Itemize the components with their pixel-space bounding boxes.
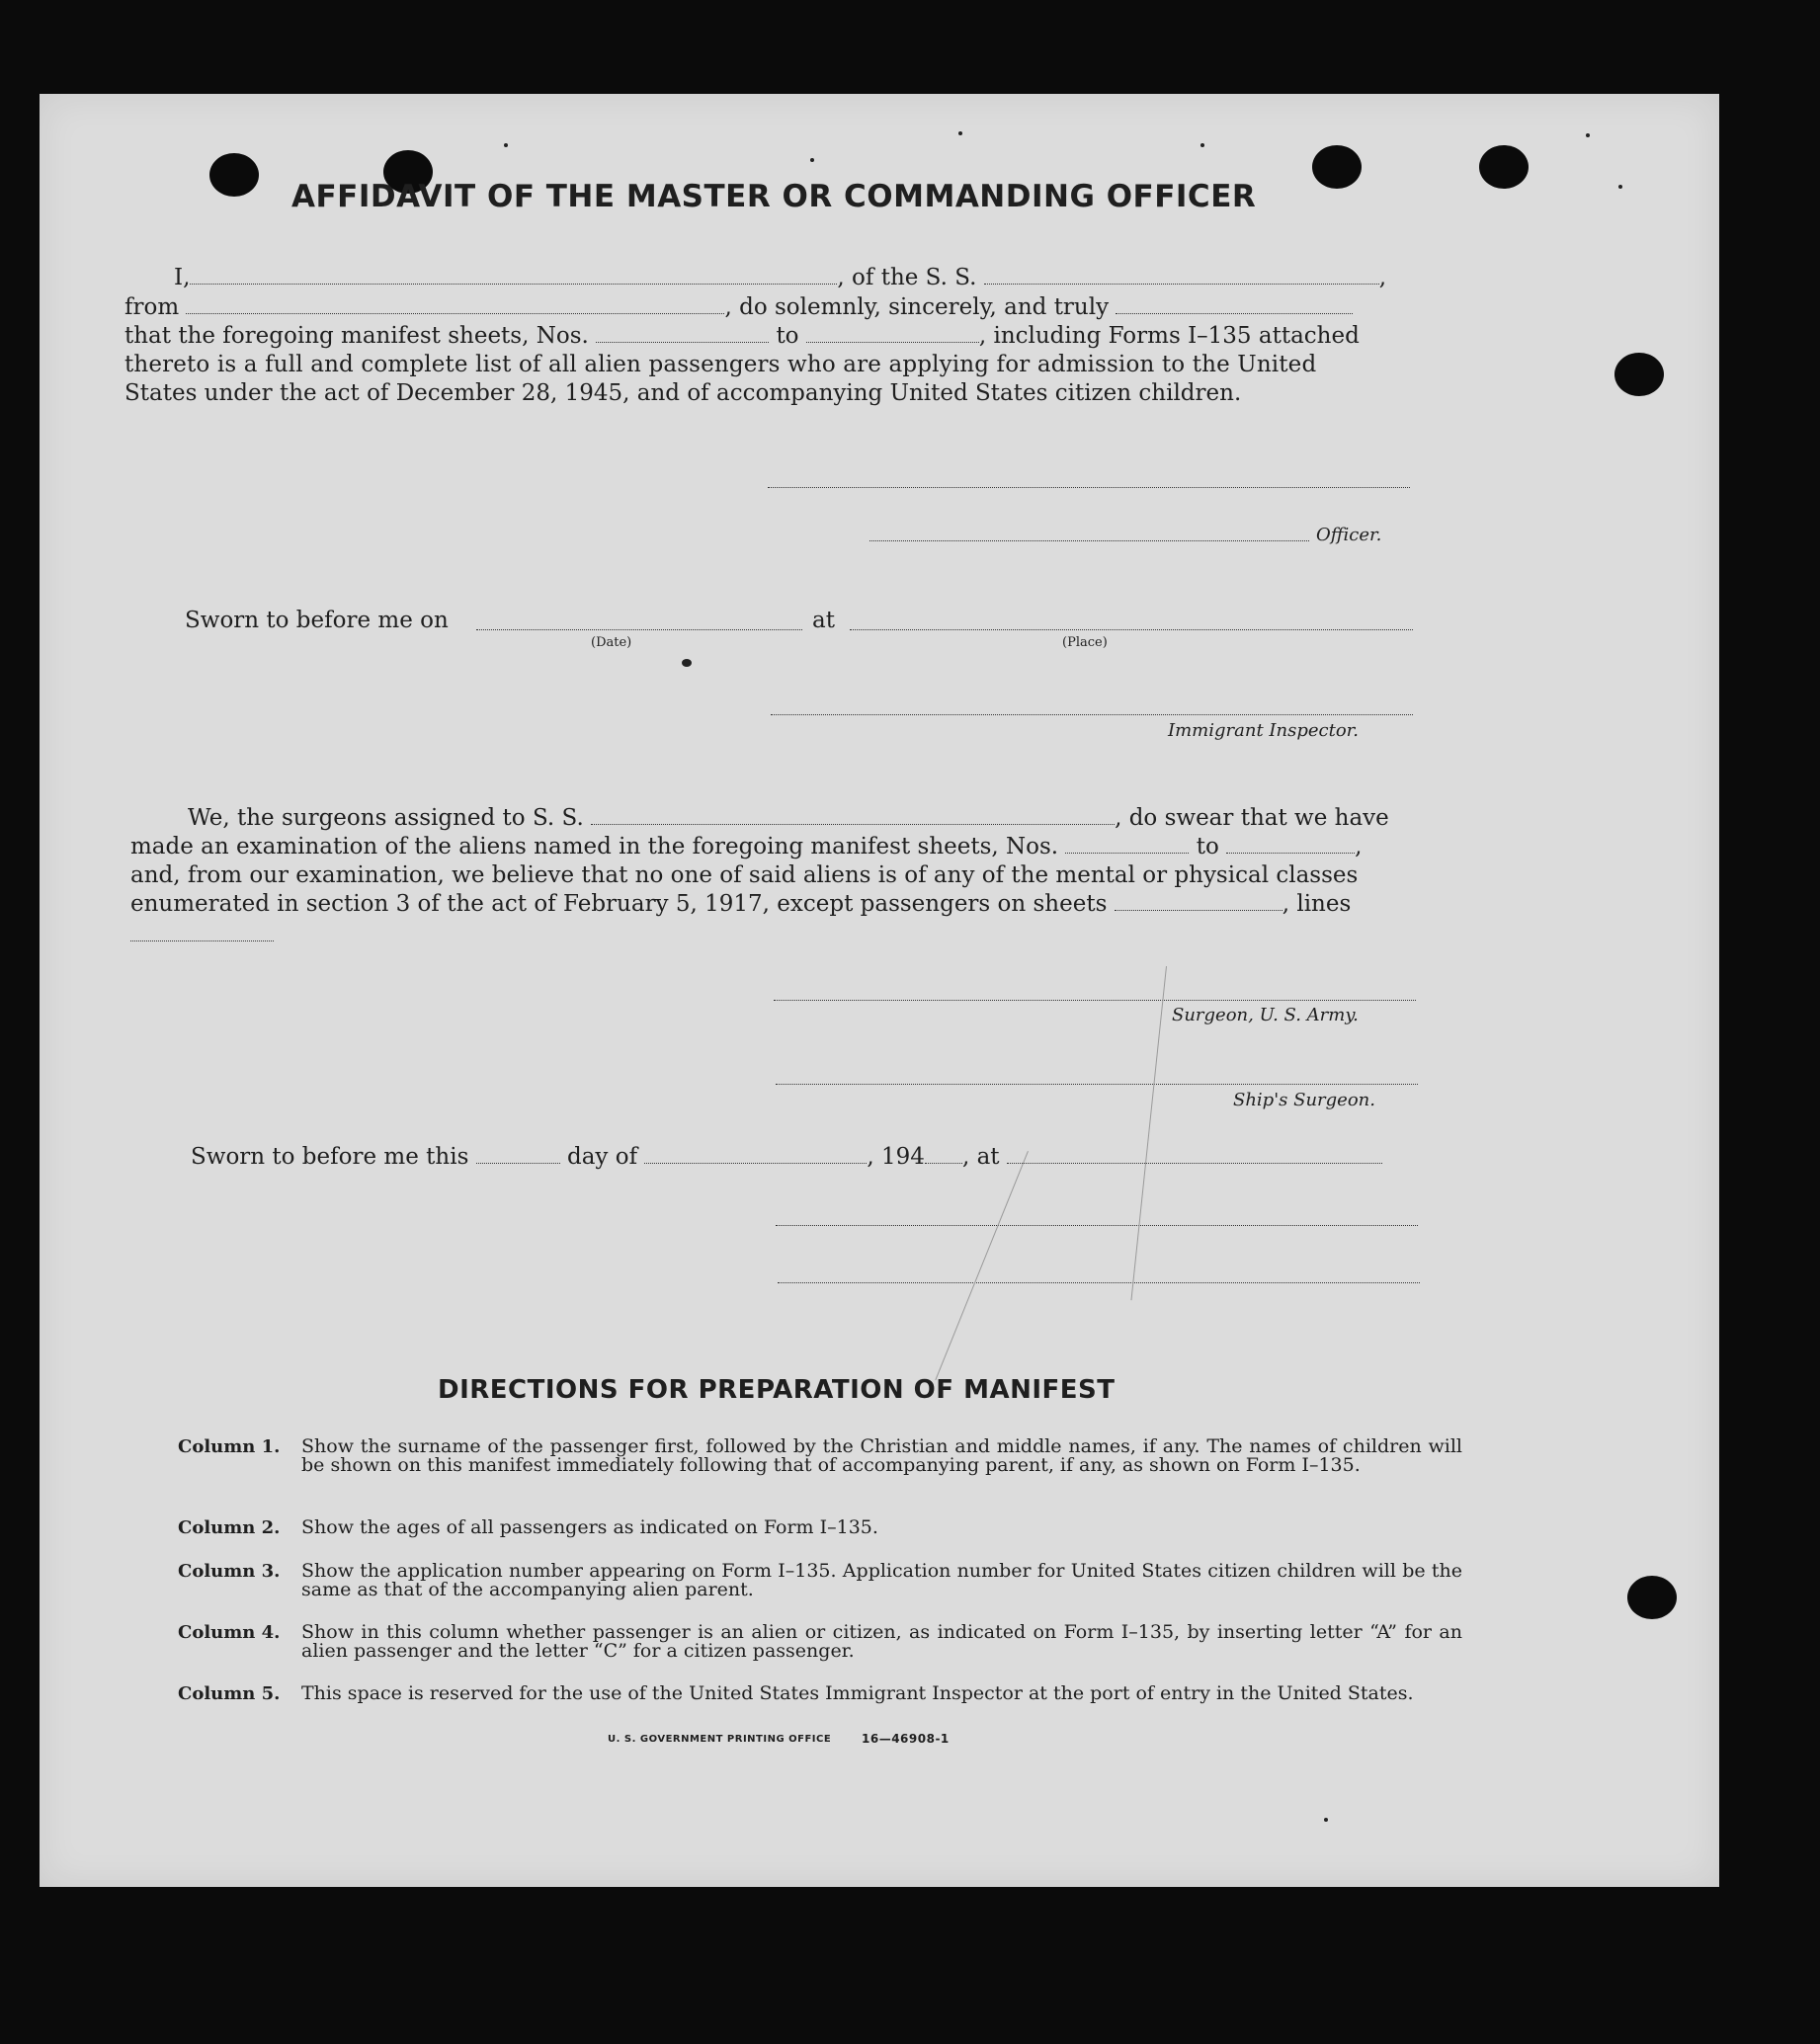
affidavit-line-2: from , do solemnly, sincerely, and truly [124,293,1353,322]
sworn-date-blank[interactable] [476,629,802,630]
army-surgeon-caption: Surgeon, U. S. Army. [1172,1005,1359,1025]
direction-text: This space is reserved for the use of the United States Immigrant Inspector at the port of entry in the United States. [301,1682,1414,1704]
affidavit-line-4: thereto is a full and complete list of all alien passengers who are applying for admission to the United [124,352,1317,377]
direction-item [178,1623,1462,1663]
ship-surgeon-signature-line[interactable] [776,1084,1418,1085]
affidavit-line-5: States under the act of December 28, 1945, and of accompanying United States citizen children. [124,380,1242,406]
affidavit-line-3: that the foregoing manifest sheets, Nos. to , including Forms I–135 attached [124,323,1360,349]
except-sheets-blank[interactable] [1115,910,1282,911]
sworn-signature-line-1[interactable] [776,1225,1418,1226]
officer-signature-line-1[interactable] [768,487,1410,488]
officer-name-blank[interactable] [190,284,837,285]
date-caption: (Date) [591,635,632,650]
punch-hole [1614,353,1664,396]
direction-text: Show in this column whether passenger is an alien or citizen, as indicated on Form I–135, by inserting letter “A” for an alien passenger and the letter “C” for a citizen passenger. [301,1621,1462,1662]
except-lines-blank[interactable] [130,940,274,941]
direction-label: Column 4. [178,1622,281,1643]
port-from-blank[interactable] [186,313,724,314]
direction-item [178,1518,1462,1540]
direction-text: Show the surname of the passenger first, followed by the Christian and middle names, if any. The names of children will be shown on this manifest immediately following that of accompanying parent, if any, as shown on Form I–135. [301,1435,1462,1476]
officer-caption: Officer. [1316,525,1382,545]
surgeons-line-3: and, from our examination, we believe that no one of said aliens is of any of the mental or physical classes [130,862,1359,888]
direction-item [178,1684,1462,1724]
sworn-signature-line-2[interactable] [778,1282,1420,1283]
direction-text: Show the ages of all passengers as indicated on Form I–135. [301,1516,878,1538]
affidavit-title: AFFIDAVIT OF THE MASTER OR COMMANDING OFFICER [291,179,1257,214]
direction-item [178,1437,1462,1497]
sworn-place-blank[interactable] [850,629,1413,630]
direction-item [178,1562,1462,1601]
direction-label: Column 3. [178,1561,281,1582]
surgeon-sheet-from-blank[interactable] [1065,853,1189,854]
sheet-to-blank[interactable] [806,342,979,343]
ship-name-blank[interactable] [984,284,1379,285]
sworn-day-blank[interactable] [476,1163,560,1164]
direction-label: Column 2. [178,1517,281,1538]
directions-title: DIRECTIONS FOR PREPARATION OF MANIFEST [438,1375,1116,1405]
sheet-from-blank[interactable] [596,342,769,343]
place-caption: (Place) [1062,635,1108,650]
inspector-caption: Immigrant Inspector. [1168,720,1360,741]
sworn-place-2-blank[interactable] [1007,1163,1382,1164]
printing-office-imprint: U. S. GOVERNMENT PRINTING OFFICE [608,1734,832,1745]
direction-label: Column 5. [178,1683,281,1704]
affidavit-line-1: I, , of the S. S. , [174,265,1387,290]
sworn-month-blank[interactable] [644,1163,867,1164]
punch-hole [1479,145,1529,189]
punch-hole [1312,145,1362,189]
sworn-this-line: Sworn to before me this day of , 194 , at [191,1143,1382,1172]
officer-signature-line-2[interactable] [869,540,1309,541]
sworn-at-label: at [812,608,835,633]
document-page [40,94,1719,1887]
truly-blank[interactable] [1116,313,1353,314]
sworn-before-label: Sworn to before me on [185,608,449,633]
inspector-signature-line[interactable] [771,714,1413,715]
surgeons-line-1: We, the surgeons assigned to S. S. , do swear that we have [188,805,1389,831]
punch-hole [1627,1576,1677,1619]
sworn-year-blank[interactable] [925,1163,962,1164]
ship-surgeon-caption: Ship's Surgeon. [1233,1090,1375,1110]
form-code: 16—46908-1 [862,1732,950,1746]
direction-text: Show the application number appearing on Form I–135. Application number for United States citizen children will be the same as that of the accompanying alien parent. [301,1560,1462,1600]
surgeon-sheet-to-blank[interactable] [1226,853,1355,854]
direction-label: Column 1. [178,1436,281,1457]
surgeon-ship-blank[interactable] [591,824,1115,825]
surgeons-line-4: enumerated in section 3 of the act of February 5, 1917, except passengers on sheets , lines [130,891,1352,917]
surgeons-line-2: made an examination of the aliens named in the foregoing manifest sheets, Nos. to , [130,834,1363,859]
punch-hole [209,153,259,197]
army-surgeon-signature-line[interactable] [774,1000,1416,1001]
